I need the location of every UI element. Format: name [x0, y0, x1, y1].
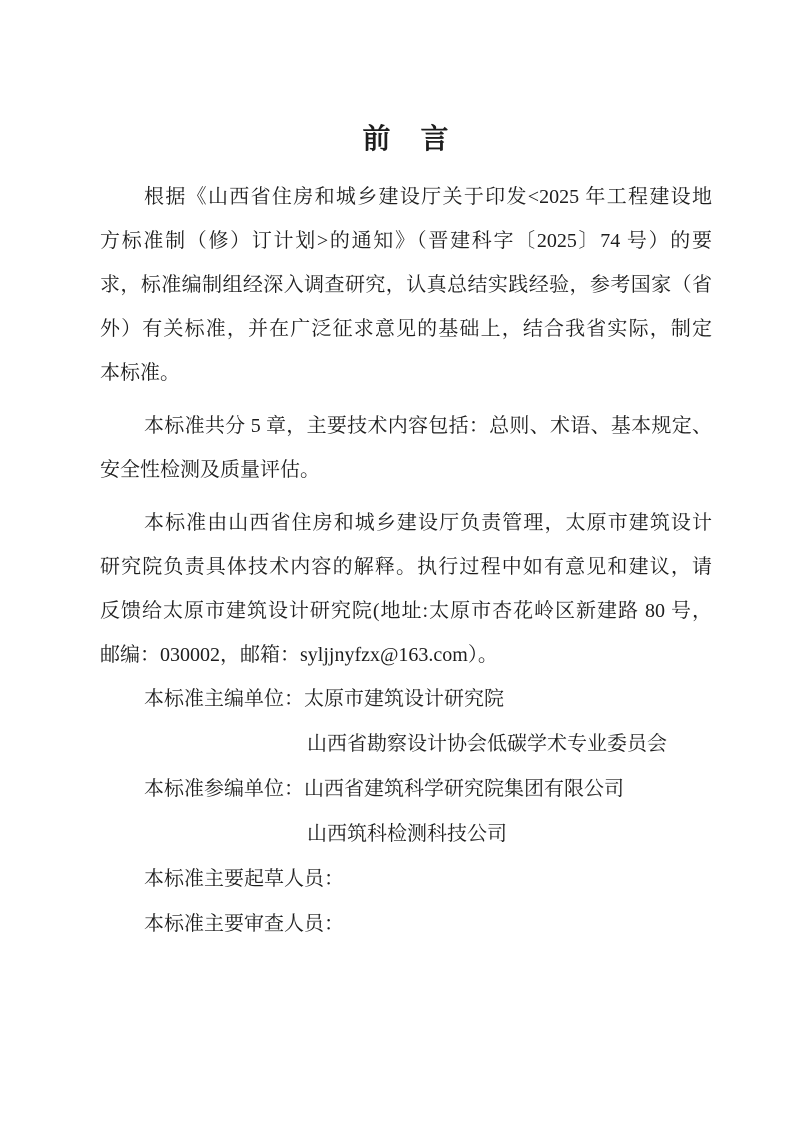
text-line: 外）有关标准，并在广泛征求意见的基础上，结合我省实际，制定 [100, 318, 712, 340]
text-line: 山西筑科检测科技公司 [307, 823, 507, 845]
text-line: 本标准由山西省住房和城乡建设厅负责管理，太原市建筑设计 [144, 512, 712, 534]
text-line: 本标准主编单位：太原市建筑设计研究院 [144, 688, 504, 710]
document-body [100, 175, 712, 947]
text-line: 根据《山西省住房和城乡建设厅关于印发<2025 年工程建设地 [144, 186, 712, 208]
text-line: 本标准参编单位：山西省建筑科学研究院集团有限公司 [144, 778, 624, 800]
para-contents [100, 404, 712, 492]
page-title: 前 言 [362, 123, 450, 154]
text-line: 反馈给太原市建筑设计研究院(地址:太原市杏花岭区新建路 80 号， [100, 600, 712, 622]
text-line: 研究院负责具体技术内容的解释。执行过程中如有意见和建议，请 [100, 556, 712, 578]
para-management [100, 501, 712, 677]
text-line: 本标准主要审查人员： [144, 913, 344, 935]
text-line: 山西省勘察设计协会低碳学术专业委员会 [307, 733, 667, 755]
text-line: 本标准主要起草人员： [144, 868, 344, 890]
para-reviewers [100, 902, 712, 947]
para-participating-unit [100, 767, 712, 857]
text-line: 安全性检测及质量评估。 [100, 459, 320, 481]
text-line: 本标准。 [100, 362, 180, 384]
para-chief-editing-unit [100, 677, 712, 767]
text-line: 求，标准编制组经深入调查研究，认真总结实践经验，参考国家（省 [100, 274, 712, 296]
text-line: 邮编：030002，邮箱：syljjnyfzx@163.com）。 [100, 644, 498, 666]
para-basis [100, 175, 712, 395]
para-drafters [100, 857, 712, 902]
text-line: 本标准共分 5 章，主要技术内容包括：总则、术语、基本规定、 [144, 415, 712, 437]
text-line: 方标准制（修）订计划>的通知》（晋建科字〔2025〕74 号）的要 [100, 230, 712, 252]
